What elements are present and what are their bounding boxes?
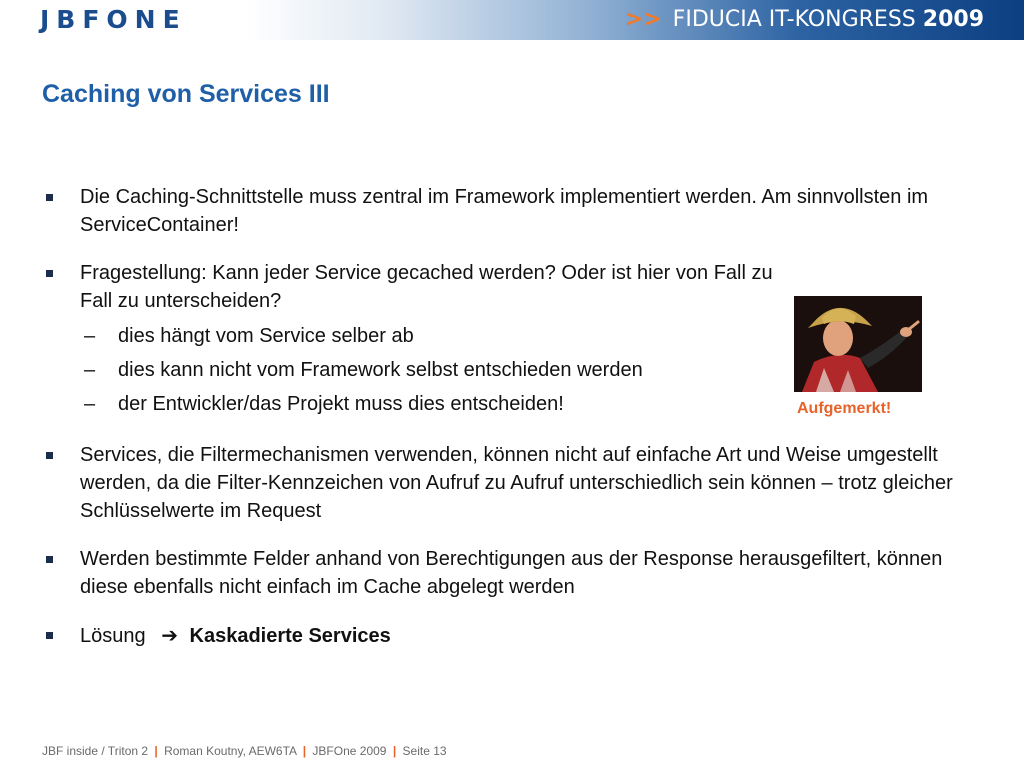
- bullet-text: Lösung: [80, 625, 146, 647]
- congress-arrow: >>: [624, 7, 662, 32]
- footer-page-number: Seite 13: [402, 744, 447, 758]
- header-bar: [0, 0, 1024, 40]
- footer-separator: |: [154, 744, 158, 758]
- bullet-item: [44, 545, 974, 601]
- bullet-square-icon: [46, 556, 53, 563]
- congress-text: FIDUCIA IT-KONGRESS: [672, 7, 916, 32]
- slide-title: Caching von Services III: [42, 80, 330, 108]
- footer-part-1: JBF inside / Triton 2: [42, 744, 149, 758]
- bullet-item: [44, 621, 974, 650]
- sub-bullet-text: der Entwickler/das Projekt muss dies entscheiden!: [118, 393, 564, 415]
- sub-bullet-text: dies kann nicht vom Framework selbst entschieden werden: [118, 359, 643, 381]
- footer-separator: |: [302, 744, 307, 758]
- footer-part-3: JBFOne 2009: [312, 744, 387, 758]
- presenter-illustration: [794, 296, 922, 392]
- footer-part-2: Roman Koutny, AEW6TA: [164, 744, 297, 758]
- footer: [42, 744, 447, 758]
- footer-separator: |: [392, 744, 397, 758]
- dash-marker: –: [84, 393, 96, 415]
- solution-text: Kaskadierte Services: [189, 625, 391, 647]
- jbfone-logo: JBFONE: [40, 5, 187, 34]
- bullet-text: Die Caching-Schnittstelle muss zentral im Framework implementiert werden. Am sinnvollsten im ServiceContainer!: [80, 186, 929, 236]
- presenter-photo: [794, 296, 922, 392]
- congress-year: 2009: [922, 7, 984, 32]
- bullet-item: [44, 441, 974, 525]
- photo-caption: Aufgemerkt!: [797, 400, 892, 417]
- bullet-square-icon: [46, 194, 53, 201]
- bullet-text: Services, die Filtermechanismen verwenden, können nicht auf einfache Art und Weise umgestellt werden, da die Filter-Kennzeichen von Aufruf zu Aufruf unterschiedlich sein können – trotz gleicher Schlüsselwerte im Request: [80, 444, 953, 522]
- dash-marker: –: [84, 325, 96, 347]
- dash-marker: –: [84, 359, 96, 381]
- bullet-square-icon: [46, 452, 53, 459]
- right-arrow-icon: ➔: [161, 623, 178, 647]
- congress-banner: [625, 6, 984, 34]
- bullet-square-icon: [46, 270, 53, 277]
- bullet-square-icon: [46, 632, 53, 639]
- sub-bullet-text: dies hängt vom Service selber ab: [118, 325, 414, 347]
- bullet-item: [44, 183, 974, 239]
- bullet-text: Werden bestimmte Felder anhand von Berechtigungen aus der Response herausgefiltert, können diese ebenfalls nicht einfach im Cache abgelegt werden: [80, 548, 943, 598]
- bullet-text: Fragestellung: Kann jeder Service gecached werden? Oder ist hier von Fall zu Fall zu unterscheiden?: [80, 262, 773, 312]
